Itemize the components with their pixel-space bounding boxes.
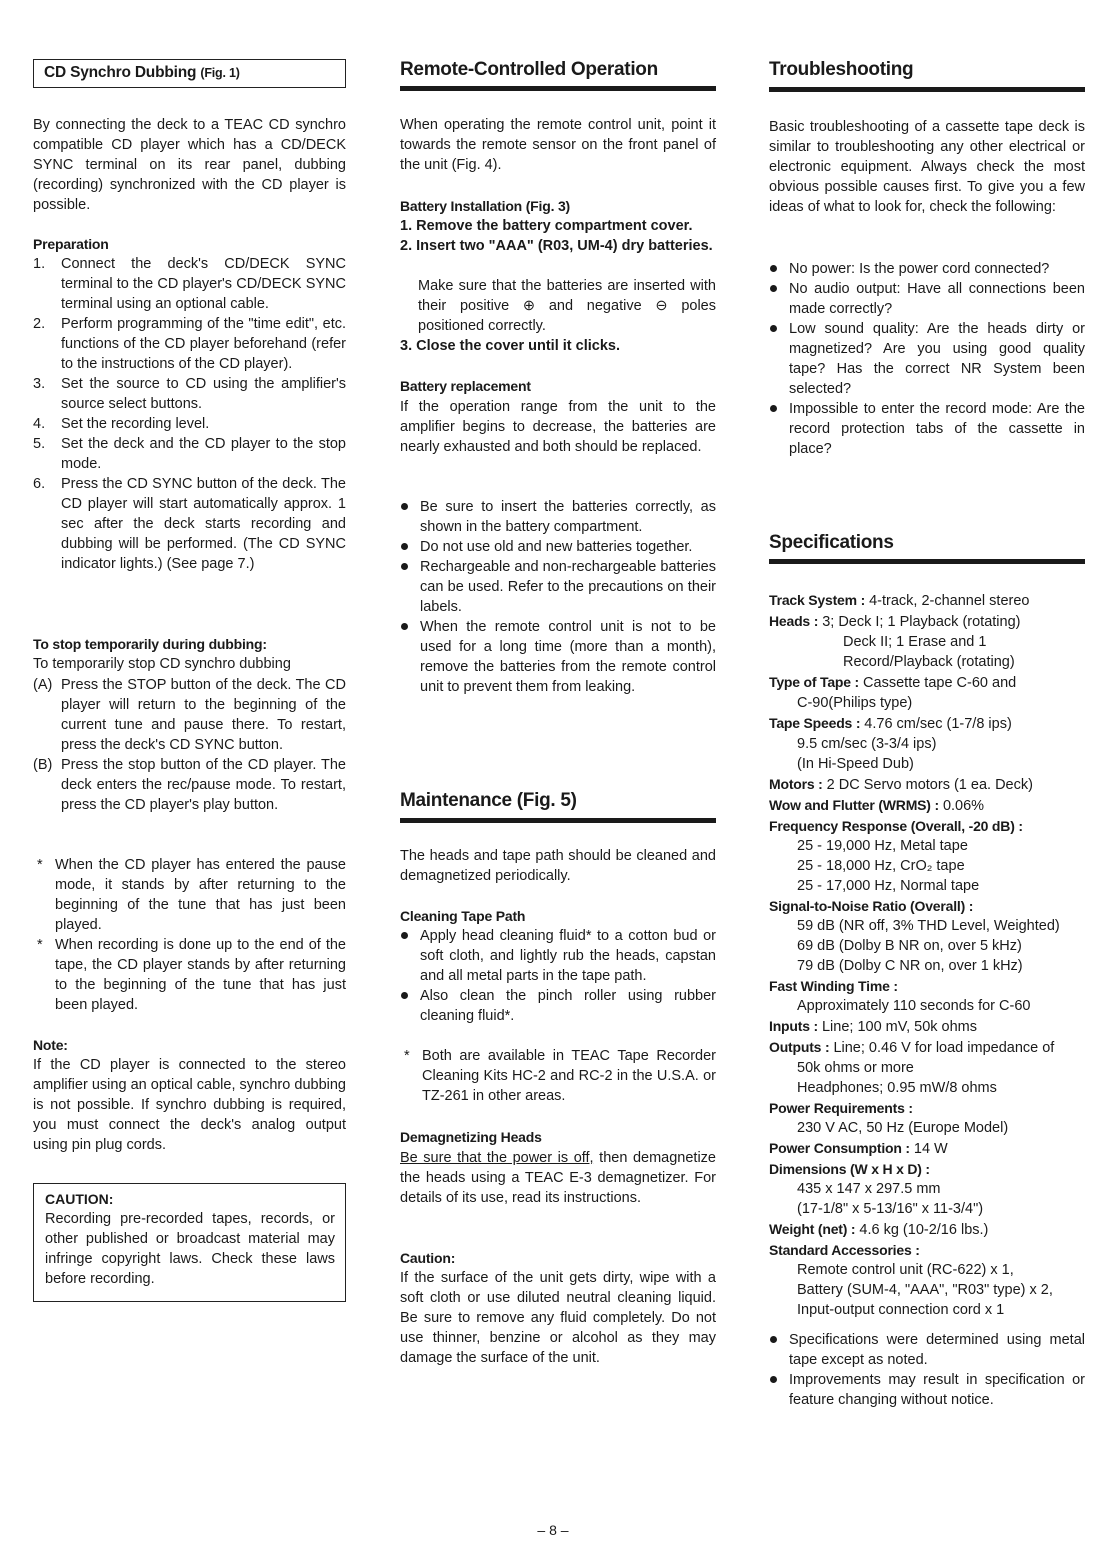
bullet-text: Do not use old and new batteries together. bbox=[420, 539, 693, 555]
caution-box bbox=[33, 1183, 346, 1302]
spec-label: Tape Speeds : bbox=[769, 715, 861, 731]
spec-label: Standard Accessories : bbox=[769, 1242, 920, 1258]
cleaning-star-note bbox=[400, 1046, 716, 1106]
spec-tape-type bbox=[769, 672, 1085, 693]
page-number: – 8 – bbox=[537, 1522, 569, 1538]
list-item bbox=[769, 279, 1085, 319]
spec-outputs bbox=[769, 1037, 1085, 1058]
star-item bbox=[33, 935, 346, 1015]
caution-text: If the surface of the unit gets dirty, wipe with a soft cloth or use diluted neutral cleaning liquid. Be sure to remove any fluid completely. Do not use thinner, benzine or alcohol as they may damage the surface of the unit. bbox=[400, 1270, 716, 1366]
bullet-text: No audio output: Have all connections been made correctly? bbox=[789, 281, 1085, 317]
bullet-text: Low sound quality: Are the heads dirty or magnetized? Are you using good quality tape? Has the correct NR System been selected? bbox=[789, 321, 1085, 397]
bullet-icon bbox=[770, 285, 777, 292]
note-text: If the CD player is connected to the stereo amplifier using an optical cable, synchro dubbing is not possible. If synchro dubbing is required, you must connect the deck's analog output using pin plug cords. bbox=[33, 1057, 346, 1153]
install-step-1: 1. Remove the battery compartment cover. bbox=[400, 218, 693, 234]
spec-track bbox=[769, 590, 1085, 611]
spec-value: Headphones; 0.95 mW/8 ohms bbox=[797, 1080, 997, 1096]
spec-label: Power Consumption : bbox=[769, 1140, 910, 1156]
bullet-icon bbox=[401, 932, 408, 939]
spec-motors bbox=[769, 774, 1085, 795]
bullet-icon bbox=[401, 623, 408, 630]
bullet-text: When the remote control unit is not to be used for a long time (more than a month), remove the batteries from the remote control unit to prevent them from leaking. bbox=[420, 619, 716, 695]
section-rule bbox=[400, 86, 716, 91]
spec-label: Signal-to-Noise Ratio (Overall) : bbox=[769, 898, 974, 914]
step-number: 6. bbox=[33, 476, 46, 492]
spec-label: Power Requirements : bbox=[769, 1100, 913, 1116]
asterisk-icon: * bbox=[37, 857, 43, 873]
remote-intro: When operating the remote control unit, point it towards the remote sensor on the front panel of the unit (Fig. 4). bbox=[400, 117, 716, 173]
stop-item bbox=[33, 755, 346, 815]
bullet-text: Be sure to insert the batteries correctly, as shown in the battery compartment. bbox=[420, 499, 716, 535]
spec-value: Approximately 110 seconds for C-60 bbox=[797, 998, 1031, 1014]
list-item bbox=[769, 1370, 1085, 1410]
item-label: (A) bbox=[33, 677, 53, 693]
spec-value: 4.6 kg (10-2/16 lbs.) bbox=[855, 1222, 989, 1238]
step-item bbox=[33, 434, 346, 474]
spec-value: 435 x 147 x 297.5 mm bbox=[797, 1181, 941, 1197]
bullet-icon bbox=[770, 325, 777, 332]
spec-value: 25 - 19,000 Hz, Metal tape bbox=[797, 838, 968, 854]
battery-replace-text: If the operation range from the unit to the amplifier begins to decrease, the batteries are nearly exhausted and both should be replaced. bbox=[400, 399, 716, 455]
spec-value: Line; 0.46 V for load impedance of bbox=[829, 1040, 1055, 1056]
star-item bbox=[33, 855, 346, 935]
list-item bbox=[400, 986, 716, 1026]
cleaning-bullets bbox=[400, 926, 716, 1026]
star-item bbox=[400, 1046, 716, 1106]
list-item bbox=[769, 1330, 1085, 1370]
spec-value: Record/Playback (rotating) bbox=[843, 654, 1015, 670]
spec-label: Type of Tape : bbox=[769, 674, 860, 690]
stop-item bbox=[33, 675, 346, 755]
caution-text: Recording pre-recorded tapes, records, or other published or broadcast material may infringe copyright laws. Check these laws before recording. bbox=[45, 1211, 335, 1287]
spec-speeds bbox=[769, 713, 1085, 734]
spec-label: Outputs : bbox=[769, 1039, 830, 1055]
bullet-icon bbox=[401, 992, 408, 999]
step-number: 5. bbox=[33, 436, 46, 452]
spec-value: Battery (SUM-4, "AAA", "R03" type) x 2, bbox=[797, 1282, 1053, 1298]
spec-value: 25 - 18,000 Hz, CrO₂ tape bbox=[797, 858, 965, 874]
spec-label: Heads : bbox=[769, 613, 819, 629]
battery-bullets bbox=[400, 497, 716, 697]
section-rule bbox=[400, 818, 716, 823]
specification-notes bbox=[769, 1330, 1085, 1410]
bullet-icon bbox=[770, 1336, 777, 1343]
spec-value: 50k ohms or more bbox=[797, 1060, 914, 1076]
list-item bbox=[400, 926, 716, 986]
bullet-text: Specifications were determined using metal tape except as noted. bbox=[789, 1332, 1085, 1368]
list-item bbox=[400, 617, 716, 697]
step-number: 3. bbox=[33, 376, 46, 392]
bullet-text: No power: Is the power cord connected? bbox=[789, 261, 1050, 277]
item-text: Press the STOP button of the deck. The CD player will return to the beginning of the current tune and pause there. To restart, press the deck's CD SYNC button. bbox=[61, 677, 346, 753]
spec-value: Cassette tape C-60 and bbox=[859, 675, 1017, 691]
bullet-icon bbox=[401, 563, 408, 570]
list-item bbox=[769, 399, 1085, 459]
spec-value: 2 DC Servo motors (1 ea. Deck) bbox=[822, 777, 1033, 793]
list-item bbox=[769, 259, 1085, 279]
step-text: Set the deck and the CD player to the stop mode. bbox=[61, 436, 346, 472]
note-heading: Note: bbox=[33, 1037, 68, 1053]
install-step-2: 2. Insert two "AAA" (R03, UM-4) dry batteries. bbox=[400, 238, 713, 254]
stop-intro: To temporarily stop CD synchro dubbing bbox=[33, 656, 291, 672]
bullet-icon bbox=[401, 543, 408, 550]
battery-replace-heading: Battery replacement bbox=[400, 378, 531, 394]
spec-label: Inputs : bbox=[769, 1018, 818, 1034]
step-item bbox=[33, 254, 346, 314]
step-text: Set the recording level. bbox=[61, 416, 210, 432]
star-text: Both are available in TEAC Tape Recorder Cleaning Kits HC-2 and RC-2 in the U.S.A. or TZ-261 in other areas. bbox=[422, 1048, 716, 1104]
fig-ref: (Fig. 1) bbox=[200, 66, 240, 80]
troubleshooting-bullets bbox=[769, 259, 1085, 459]
bullet-icon bbox=[770, 405, 777, 412]
demagnetizing-text bbox=[400, 1148, 716, 1208]
spec-label: Frequency Response (Overall, -20 dB) : bbox=[769, 818, 1023, 834]
step-item bbox=[33, 474, 346, 574]
bullet-text: Also clean the pinch roller using rubber cleaning fluid*. bbox=[420, 988, 716, 1024]
spec-label: Fast Winding Time : bbox=[769, 978, 898, 994]
star-text: When recording is done up to the end of the tape, the CD player stands by after returning to the beginning of the tune that has just been played. bbox=[55, 937, 346, 1013]
section-title-maintenance: Maintenance (Fig. 5) bbox=[400, 790, 577, 811]
caution-heading: Caution: bbox=[400, 1250, 456, 1266]
section-rule bbox=[769, 87, 1085, 92]
item-text: Press the stop button of the CD player. The deck enters the rec/pause mode. To restart, press the CD player's play button. bbox=[61, 757, 346, 813]
step-number: 1. bbox=[33, 256, 46, 272]
specifications-list bbox=[769, 590, 1085, 1320]
demagnetizing-heading: Demagnetizing Heads bbox=[400, 1129, 542, 1145]
spec-value: 25 - 17,000 Hz, Normal tape bbox=[797, 878, 980, 894]
section-title-cd-synchro bbox=[33, 59, 346, 88]
bullet-text: Rechargeable and non-rechargeable batteries can be used. Refer to the precautions on their labels. bbox=[420, 559, 716, 615]
bullet-text: Improvements may result in specification or feature changing without notice. bbox=[789, 1372, 1085, 1408]
star-notes bbox=[33, 855, 346, 1015]
spec-label: Track System : bbox=[769, 592, 866, 608]
spec-value: Input-output connection cord x 1 bbox=[797, 1302, 1005, 1318]
spec-value: 9.5 cm/sec (3-3/4 ips) bbox=[797, 736, 937, 752]
spec-value: 59 dB (NR off, 3% THD Level, Weighted) bbox=[797, 918, 1060, 934]
demag-warning: Be sure that the power is off, bbox=[400, 1150, 594, 1166]
step-item bbox=[33, 374, 346, 414]
spec-wow bbox=[769, 795, 1085, 816]
step-text: Connect the deck's CD/DECK SYNC terminal to the CD player's CD/DECK SYNC terminal using an optional cable. bbox=[61, 256, 346, 312]
spec-label: Weight (net) : bbox=[769, 1221, 856, 1237]
section-title-remote: Remote-Controlled Operation bbox=[400, 59, 658, 80]
spec-value: 0.06% bbox=[938, 798, 985, 814]
step-number: 2. bbox=[33, 316, 46, 332]
spec-value: Deck II; 1 Erase and 1 bbox=[843, 634, 987, 650]
section-title-specifications: Specifications bbox=[769, 532, 894, 553]
spec-value: Line; 100 mV, 50k ohms bbox=[817, 1019, 978, 1035]
step-item bbox=[33, 414, 346, 434]
spec-value: 230 V AC, 50 Hz (Europe Model) bbox=[797, 1120, 1009, 1136]
step-item bbox=[33, 314, 346, 374]
spec-power-consumption bbox=[769, 1138, 1085, 1159]
star-text: When the CD player has entered the pause mode, it stands by after returning to the beginning of the tune that has just been played. bbox=[55, 857, 346, 933]
install-step-3: 3. Close the cover until it clicks. bbox=[400, 338, 620, 354]
item-label: (B) bbox=[33, 757, 53, 773]
step-text: Perform programming of the "time edit", etc. functions of the CD player beforehand (refer to the instructions of the CD player). bbox=[61, 316, 346, 372]
bullet-text: Impossible to enter the record mode: Are the record protection tabs of the cassette in place? bbox=[789, 401, 1085, 457]
maintenance-intro: The heads and tape path should be cleaned and demagnetized periodically. bbox=[400, 848, 716, 884]
section-title-troubleshooting: Troubleshooting bbox=[769, 59, 914, 80]
section-rule bbox=[769, 559, 1085, 564]
step-number: 4. bbox=[33, 416, 46, 432]
asterisk-icon: * bbox=[404, 1048, 410, 1064]
bullet-icon bbox=[770, 265, 777, 272]
step-text: Press the CD SYNC button of the deck. The CD player will start automatically approx. 1 sec after the deck starts recording and dubbing will be performed. (The CD SYNC indicator lights.) (See page 7.) bbox=[61, 476, 346, 572]
list-item bbox=[769, 319, 1085, 399]
list-item bbox=[400, 497, 716, 537]
caution-heading: CAUTION: bbox=[45, 1191, 114, 1207]
spec-value: 3; Deck I; 1 Playback (rotating) bbox=[818, 614, 1021, 630]
preparation-heading: Preparation bbox=[33, 236, 109, 252]
spec-value: (In Hi-Speed Dub) bbox=[797, 756, 914, 772]
spec-value: 4.76 cm/sec (1-7/8 ips) bbox=[860, 716, 1012, 732]
battery-install-heading: Battery Installation (Fig. 3) bbox=[400, 198, 570, 214]
spec-weight bbox=[769, 1219, 1085, 1240]
list-item bbox=[400, 557, 716, 617]
demag-body: then demagnetize the heads using a TEAC E-3 demagnetizer. For details of its use, read its instructions. bbox=[400, 1150, 716, 1206]
bullet-icon bbox=[770, 1376, 777, 1383]
step-text: Set the source to CD using the amplifier's source select buttons. bbox=[61, 376, 346, 412]
list-item bbox=[400, 537, 716, 557]
spec-label: Wow and Flutter (WRMS) : bbox=[769, 797, 939, 813]
spec-value: C-90(Philips type) bbox=[797, 695, 913, 711]
stop-heading: To stop temporarily during dubbing: bbox=[33, 636, 267, 652]
spec-value: Remote control unit (RC-622) x 1, bbox=[797, 1262, 1014, 1278]
spec-value: 4-track, 2-channel stereo bbox=[865, 593, 1030, 609]
bullet-text: Apply head cleaning fluid* to a cotton bud or soft cloth, and lightly rub the heads, capstan and all metal parts in the tape path. bbox=[420, 928, 716, 984]
spec-value: (17-1/8" x 5-13/16" x 11-3/4") bbox=[797, 1201, 984, 1217]
spec-heads bbox=[769, 611, 1085, 632]
preparation-steps bbox=[33, 254, 346, 574]
install-step-2-detail: Make sure that the batteries are inserted with their positive ⊕ and negative ⊖ poles positioned correctly. bbox=[418, 278, 716, 334]
spec-value: 14 W bbox=[909, 1141, 948, 1157]
cd-synchro-intro: By connecting the deck to a TEAC CD synchro compatible CD player which has a CD/DECK SYNC terminal on its rear panel, dubbing (recording) synchronized with the CD player is possible. bbox=[33, 117, 346, 213]
spec-inputs bbox=[769, 1016, 1085, 1037]
bullet-icon bbox=[401, 503, 408, 510]
spec-value: 69 dB (Dolby B NR on, over 5 kHz) bbox=[797, 938, 1022, 954]
asterisk-icon: * bbox=[37, 937, 43, 953]
spec-value: 79 dB (Dolby C NR on, over 1 kHz) bbox=[797, 958, 1023, 974]
spec-label: Dimensions (W x H x D) : bbox=[769, 1161, 930, 1177]
spec-label: Motors : bbox=[769, 776, 823, 792]
stop-items bbox=[33, 675, 346, 815]
troubleshooting-intro: Basic troubleshooting of a cassette tape deck is similar to troubleshooting any other electrical or electronic equipment. Always check the most obvious possible causes first. To give you a few ideas of what to look for, check the following: bbox=[769, 119, 1085, 215]
cleaning-heading: Cleaning Tape Path bbox=[400, 908, 526, 924]
title-text: CD Synchro Dubbing bbox=[44, 64, 197, 81]
